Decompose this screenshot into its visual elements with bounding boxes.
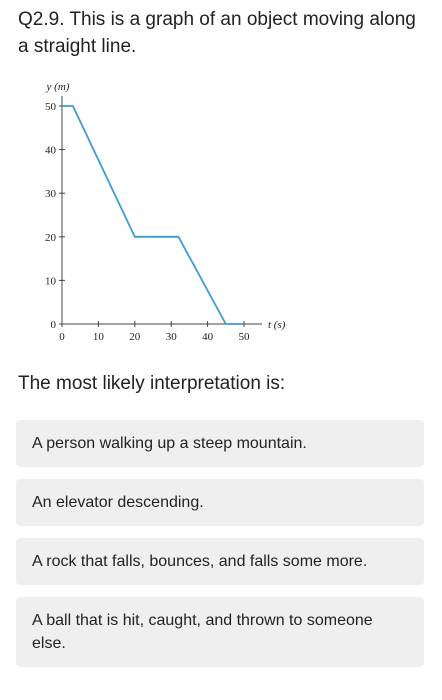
y-tick-label: 20 [45,231,56,244]
x-tick-label: 0 [59,331,65,343]
y-tick-label: 50 [45,101,56,113]
y-tick-label: 0 [50,319,56,331]
x-tick-label: 10 [92,331,104,343]
prompt-text: The most likely interpretation is: [18,373,286,394]
y-axis-label: y (m) [46,81,70,93]
x-tick-label: 50 [238,331,250,343]
option-ball[interactable]: A ball that is hit, caught, and thrown to someone else. [16,597,424,667]
y-tick-label: 40 [45,144,56,157]
x-tick-label: 30 [165,331,177,343]
option-rock[interactable]: A rock that falls, bounces, and falls some more. [16,538,424,585]
x-tick-label: 40 [202,331,214,343]
y-tick-label: 10 [45,275,56,288]
chart-svg [0,70,300,360]
question-text: Q2.9. This is a graph of an object moving along a straight line. [18,9,416,57]
option-elevator[interactable]: An elevator descending. [16,479,424,526]
x-axis-label: t (s) [268,319,286,331]
option-mountain[interactable]: A person walking up a steep mountain. [16,420,424,467]
series-line [62,106,244,324]
position-time-graph [0,70,300,360]
answer-options [16,420,424,679]
y-tick-label: 30 [45,188,56,201]
x-tick-label: 20 [129,331,141,343]
